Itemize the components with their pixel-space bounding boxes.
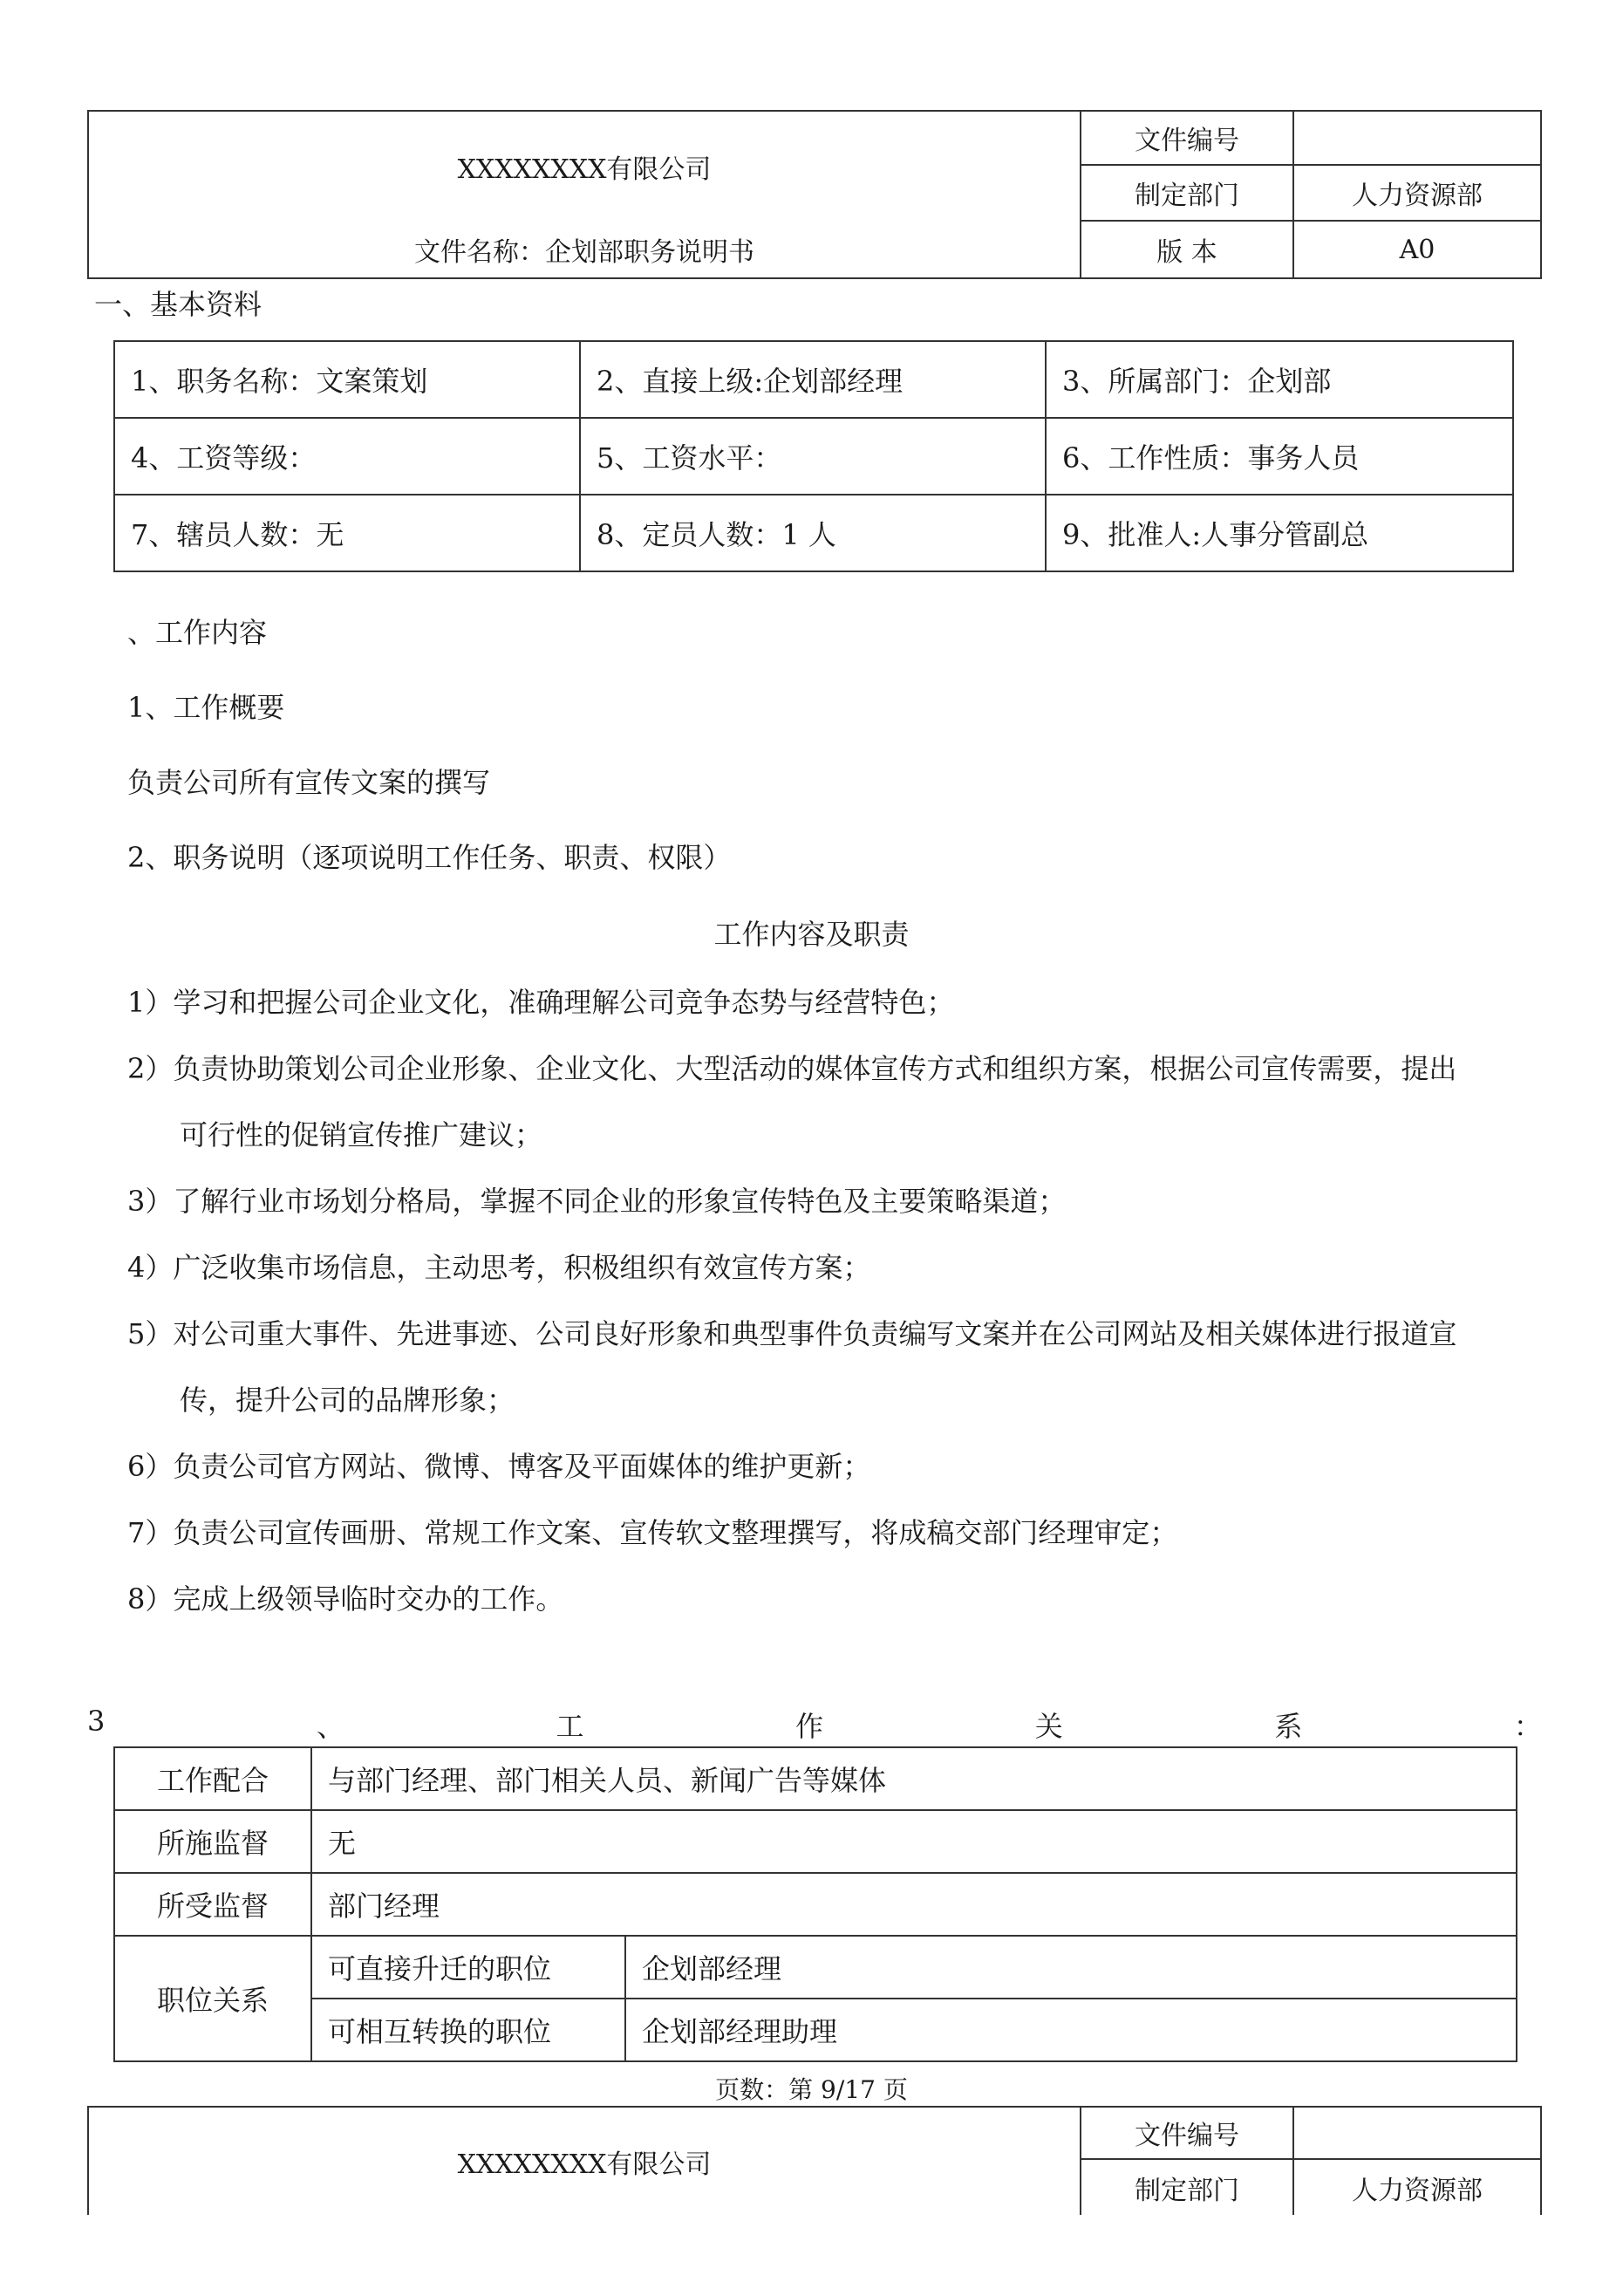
title-char: 、 [316, 1710, 344, 1743]
supervise-value: 无 [311, 1810, 1517, 1873]
duty-item: 6）负责公司官方网站、微博、博客及平面媒体的维护更新； [127, 1450, 871, 1483]
title-char: 关 [1034, 1710, 1063, 1743]
cooperation-label: 工作配合 [114, 1747, 311, 1810]
page-number: 页数：第 9/17 页 [715, 2075, 908, 2104]
info-cell: 9、批准人:人事分管副总 [1046, 495, 1513, 571]
title-char: 系 [1274, 1710, 1303, 1743]
doc-number-value [1293, 111, 1541, 165]
duties-heading: 工作内容及职责 [713, 918, 910, 951]
file-name: 文件名称：企划部职务说明书 [88, 221, 1081, 278]
company-name: XXXXXXXX有限公司 [88, 2107, 1081, 2215]
position-relation-label: 职位关系 [114, 1936, 311, 2061]
section-work-content-title: 、工作内容 [127, 616, 268, 649]
department-value: 人力资源部 [1293, 165, 1541, 221]
document-header [87, 110, 1542, 279]
duty-item: 2）负责协助策划公司企业形象、企业文化、大型活动的媒体宣传方式和组织方案，根据公司宣传需要，提出 [127, 1052, 1457, 1085]
basic-info-table [113, 340, 1514, 572]
info-cell: 6、工作性质：事务人员 [1046, 418, 1513, 495]
duty-item: 1）学习和把握公司企业文化，准确理解公司竞争态势与经营特色； [127, 986, 955, 1019]
section-work-relations-title [87, 1705, 1542, 1746]
info-cell: 8、定员人数：1 人 [580, 495, 1046, 571]
title-char: 工 [556, 1710, 584, 1743]
duty-item-continuation: 可行性的促销宣传推广建议； [180, 1118, 543, 1151]
version-value: A0 [1293, 221, 1541, 278]
department-label: 制定部门 [1081, 2159, 1293, 2215]
work-summary-text: 负责公司所有宣传文案的撰写 [127, 766, 491, 799]
title-char: 作 [795, 1710, 824, 1743]
promotion-label: 可直接升迁的职位 [311, 1936, 625, 1999]
company-name: XXXXXXXX有限公司 [88, 111, 1081, 221]
supervised-value: 部门经理 [311, 1873, 1517, 1936]
info-cell: 5、工资水平： [580, 418, 1046, 495]
duty-item: 5）对公司重大事件、先进事迹、公司良好形象和典型事件负责编写文案并在公司网站及相关媒体进行报道宣 [127, 1317, 1457, 1350]
cooperation-value: 与部门经理、部门相关人员、新闻广告等媒体 [311, 1747, 1517, 1810]
duty-item: 3）了解行业市场划分格局，掌握不同企业的形象宣传特色及主要策略渠道； [127, 1185, 1067, 1218]
section-basic-info-title: 一、基本资料 [94, 288, 263, 321]
doc-number-label: 文件编号 [1081, 111, 1293, 165]
promotion-value: 企划部经理 [625, 1936, 1517, 1999]
duty-description-title: 2、职务说明（逐项说明工作任务、职责、权限） [127, 841, 732, 874]
info-cell: 1、职务名称：文案策划 [114, 341, 580, 418]
info-cell: 3、所属部门：企划部 [1046, 341, 1513, 418]
info-cell: 7、辖员人数：无 [114, 495, 580, 571]
doc-number-value [1293, 2107, 1541, 2159]
department-value: 人力资源部 [1293, 2159, 1541, 2215]
duty-item: 4）广泛收集市场信息，主动思考，积极组织有效宣传方案； [127, 1251, 871, 1284]
supervise-label: 所施监督 [114, 1810, 311, 1873]
next-page-header [87, 2106, 1542, 2215]
transfer-label: 可相互转换的职位 [311, 1999, 625, 2061]
title-char: 3 [87, 1705, 106, 1738]
doc-number-label: 文件编号 [1081, 2107, 1293, 2159]
transfer-value: 企划部经理助理 [625, 1999, 1517, 2061]
info-cell: 4、工资等级： [114, 418, 580, 495]
version-label: 版 本 [1081, 221, 1293, 278]
work-relations-table [113, 1746, 1517, 2062]
duty-item: 7）负责公司宣传画册、常规工作文案、宣传软文整理撰写，将成稿交部门经理审定； [127, 1516, 1178, 1549]
duty-item-continuation: 传，提升公司的品牌形象； [180, 1384, 515, 1417]
title-char: ： [1513, 1710, 1542, 1743]
supervised-label: 所受监督 [114, 1873, 311, 1936]
info-cell: 2、直接上级:企划部经理 [580, 341, 1046, 418]
work-summary-title: 1、工作概要 [127, 691, 285, 724]
duty-item: 8）完成上级领导临时交办的工作。 [127, 1582, 564, 1616]
department-label: 制定部门 [1081, 165, 1293, 221]
